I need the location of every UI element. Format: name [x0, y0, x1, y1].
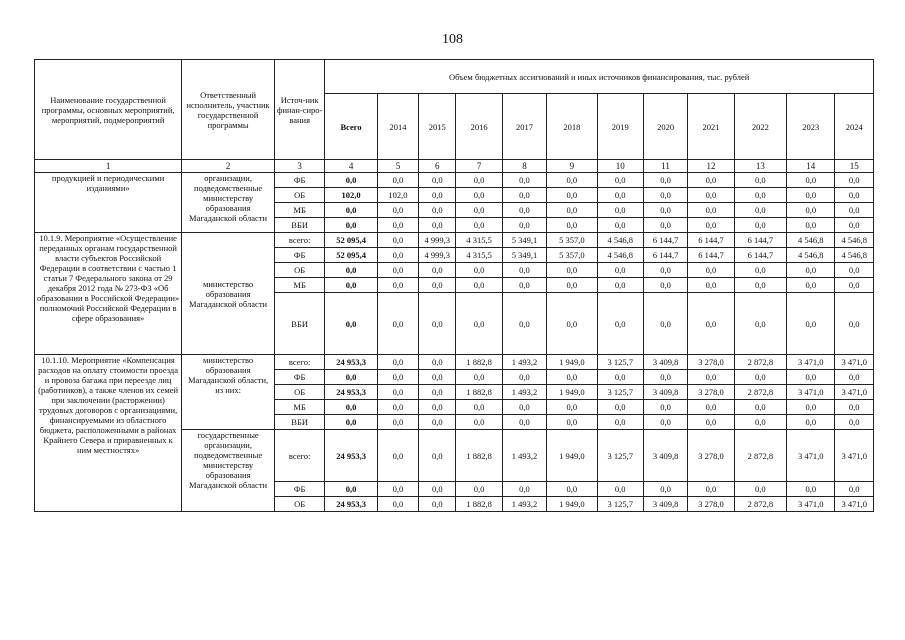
- measure-name: продукцией и периодическими изданиями»: [35, 173, 182, 233]
- value-cell: 0,0: [787, 218, 835, 233]
- value-cell: 6 144,7: [734, 248, 786, 263]
- value-cell: 6 144,7: [688, 248, 734, 263]
- value-cell: 0,0: [597, 293, 643, 355]
- value-cell: 0,0: [688, 203, 734, 218]
- header-year: 2015: [419, 94, 456, 160]
- source-cell: ФБ: [274, 173, 324, 188]
- funding-table: [34, 59, 874, 512]
- value-cell: 0,0: [419, 188, 456, 203]
- header-responsible-col: Ответственный исполнитель, участник государственной программы: [182, 60, 275, 160]
- value-cell: 0,0: [643, 218, 687, 233]
- value-cell: 3 471,0: [835, 430, 874, 482]
- value-cell: 0,0: [377, 355, 418, 370]
- value-cell: 5 349,1: [502, 233, 546, 248]
- source-cell: ВБИ: [274, 293, 324, 355]
- value-cell: 0,0: [377, 497, 418, 512]
- value-cell: 0,0: [377, 233, 418, 248]
- value-cell: 0,0: [643, 400, 687, 415]
- measure-name: 10.1.9. Мероприятие «Осуществление переданных органам государственной власти субъектов Российской Федерации в соответствии с частью 1 статьи 7 Федерального закона от 29 декабря 2012 года № 273-ФЗ «Об образовании в Российской Федерации» полномочий Российской Федерации в сфере образования»: [35, 233, 182, 355]
- total-cell: 52 095,4: [325, 248, 377, 263]
- value-cell: 3 409,8: [643, 430, 687, 482]
- column-number: 7: [456, 160, 502, 173]
- value-cell: 0,0: [502, 400, 546, 415]
- value-cell: 0,0: [597, 173, 643, 188]
- value-cell: 3 409,8: [643, 355, 687, 370]
- header-year: 2023: [787, 94, 835, 160]
- value-cell: 0,0: [835, 263, 874, 278]
- total-cell: 0,0: [325, 278, 377, 293]
- value-cell: 0,0: [734, 400, 786, 415]
- value-cell: 3 471,0: [835, 355, 874, 370]
- value-cell: 0,0: [547, 218, 597, 233]
- value-cell: 0,0: [688, 263, 734, 278]
- value-cell: 0,0: [377, 430, 418, 482]
- column-number: 11: [643, 160, 687, 173]
- value-cell: 0,0: [597, 188, 643, 203]
- total-cell: 0,0: [325, 370, 377, 385]
- value-cell: 6 144,7: [734, 233, 786, 248]
- source-cell: ОБ: [274, 385, 324, 400]
- source-cell: МБ: [274, 203, 324, 218]
- source-cell: ФБ: [274, 482, 324, 497]
- value-cell: 0,0: [419, 173, 456, 188]
- value-cell: 5 357,0: [547, 248, 597, 263]
- value-cell: 4 546,8: [835, 233, 874, 248]
- value-cell: 0,0: [835, 218, 874, 233]
- value-cell: 0,0: [734, 278, 786, 293]
- value-cell: 1 493,2: [502, 497, 546, 512]
- value-cell: 4 315,5: [456, 248, 502, 263]
- value-cell: 0,0: [787, 263, 835, 278]
- value-cell: 0,0: [787, 278, 835, 293]
- value-cell: 0,0: [643, 293, 687, 355]
- value-cell: 0,0: [419, 278, 456, 293]
- header-year: 2017: [502, 94, 546, 160]
- header-total: Всего: [325, 94, 377, 160]
- value-cell: 3 125,7: [597, 355, 643, 370]
- value-cell: 0,0: [835, 400, 874, 415]
- value-cell: 0,0: [547, 415, 597, 430]
- source-cell: МБ: [274, 400, 324, 415]
- value-cell: 0,0: [688, 415, 734, 430]
- header-funding-col: Объем бюджетных ассигнований и иных источников финансирования, тыс. рублей: [325, 60, 874, 94]
- value-cell: 0,0: [419, 293, 456, 355]
- value-cell: 0,0: [734, 218, 786, 233]
- value-cell: 0,0: [456, 203, 502, 218]
- value-cell: 1 882,8: [456, 385, 502, 400]
- value-cell: 2 872,8: [734, 355, 786, 370]
- value-cell: 1 882,8: [456, 355, 502, 370]
- value-cell: 0,0: [597, 218, 643, 233]
- value-cell: 0,0: [377, 218, 418, 233]
- value-cell: 0,0: [547, 173, 597, 188]
- value-cell: 1 949,0: [547, 430, 597, 482]
- value-cell: 0,0: [419, 355, 456, 370]
- column-number: 2: [182, 160, 275, 173]
- value-cell: 3 125,7: [597, 385, 643, 400]
- value-cell: 0,0: [419, 385, 456, 400]
- value-cell: 0,0: [502, 173, 546, 188]
- value-cell: 0,0: [787, 293, 835, 355]
- source-cell: ВБИ: [274, 415, 324, 430]
- value-cell: 0,0: [502, 293, 546, 355]
- value-cell: 2 872,8: [734, 385, 786, 400]
- value-cell: 0,0: [547, 278, 597, 293]
- value-cell: 0,0: [502, 415, 546, 430]
- value-cell: 0,0: [734, 263, 786, 278]
- value-cell: 4 546,8: [597, 248, 643, 263]
- value-cell: 0,0: [419, 497, 456, 512]
- value-cell: 0,0: [734, 188, 786, 203]
- value-cell: 3 409,8: [643, 385, 687, 400]
- value-cell: 0,0: [597, 482, 643, 497]
- header-year: 2016: [456, 94, 502, 160]
- value-cell: 0,0: [597, 263, 643, 278]
- value-cell: 0,0: [502, 203, 546, 218]
- source-cell: ОБ: [274, 497, 324, 512]
- value-cell: 0,0: [377, 293, 418, 355]
- total-cell: 52 095,4: [325, 233, 377, 248]
- value-cell: 4 315,5: [456, 233, 502, 248]
- value-cell: 0,0: [597, 400, 643, 415]
- source-cell: МБ: [274, 278, 324, 293]
- total-cell: 0,0: [325, 203, 377, 218]
- value-cell: 1 882,8: [456, 497, 502, 512]
- value-cell: 0,0: [643, 203, 687, 218]
- column-number: 1: [35, 160, 182, 173]
- value-cell: 0,0: [547, 203, 597, 218]
- total-cell: 24 953,3: [325, 430, 377, 482]
- table-row: [35, 355, 874, 370]
- value-cell: 3 409,8: [643, 497, 687, 512]
- header-year: 2021: [688, 94, 734, 160]
- value-cell: 0,0: [835, 482, 874, 497]
- source-cell: ФБ: [274, 248, 324, 263]
- value-cell: 6 144,7: [643, 248, 687, 263]
- value-cell: 3 471,0: [835, 385, 874, 400]
- value-cell: 2 872,8: [734, 497, 786, 512]
- value-cell: 0,0: [502, 370, 546, 385]
- value-cell: 0,0: [734, 415, 786, 430]
- value-cell: 0,0: [597, 370, 643, 385]
- value-cell: 0,0: [643, 415, 687, 430]
- header-year: 2018: [547, 94, 597, 160]
- value-cell: 3 278,0: [688, 355, 734, 370]
- value-cell: 3 471,0: [835, 497, 874, 512]
- responsible-executor: министерство образования Магаданской области, из них:: [182, 355, 275, 430]
- value-cell: 2 872,8: [734, 430, 786, 482]
- value-cell: 0,0: [419, 263, 456, 278]
- value-cell: 0,0: [787, 482, 835, 497]
- value-cell: 0,0: [787, 370, 835, 385]
- value-cell: 0,0: [787, 203, 835, 218]
- table-row: [35, 173, 874, 188]
- value-cell: 0,0: [502, 263, 546, 278]
- value-cell: 4 546,8: [787, 233, 835, 248]
- value-cell: 0,0: [688, 400, 734, 415]
- column-number: 6: [419, 160, 456, 173]
- table-row: [35, 233, 874, 248]
- value-cell: 1 493,2: [502, 430, 546, 482]
- column-number: 13: [734, 160, 786, 173]
- value-cell: 0,0: [456, 278, 502, 293]
- value-cell: 6 144,7: [643, 233, 687, 248]
- column-number: 15: [835, 160, 874, 173]
- header-year: 2020: [643, 94, 687, 160]
- value-cell: 0,0: [835, 415, 874, 430]
- value-cell: 0,0: [456, 482, 502, 497]
- column-number: 10: [597, 160, 643, 173]
- value-cell: 4 546,8: [787, 248, 835, 263]
- value-cell: 3 278,0: [688, 430, 734, 482]
- value-cell: 0,0: [787, 415, 835, 430]
- value-cell: 0,0: [688, 218, 734, 233]
- value-cell: 0,0: [597, 415, 643, 430]
- total-cell: 0,0: [325, 263, 377, 278]
- value-cell: 0,0: [787, 173, 835, 188]
- responsible-executor: организации, подведомственные министерству образования Магаданской области: [182, 173, 275, 233]
- value-cell: 0,0: [419, 482, 456, 497]
- source-cell: ФБ: [274, 370, 324, 385]
- value-cell: 4 546,8: [597, 233, 643, 248]
- value-cell: 0,0: [835, 188, 874, 203]
- value-cell: 0,0: [377, 173, 418, 188]
- value-cell: 0,0: [547, 482, 597, 497]
- header-source-col: Источ-ник финан-сиро-вания: [274, 60, 324, 160]
- total-cell: 0,0: [325, 173, 377, 188]
- value-cell: 0,0: [456, 173, 502, 188]
- value-cell: 1 493,2: [502, 385, 546, 400]
- value-cell: 3 471,0: [787, 497, 835, 512]
- value-cell: 0,0: [419, 203, 456, 218]
- value-cell: 6 144,7: [688, 233, 734, 248]
- value-cell: 0,0: [787, 188, 835, 203]
- value-cell: 0,0: [547, 188, 597, 203]
- value-cell: 4 999,3: [419, 248, 456, 263]
- value-cell: 0,0: [419, 415, 456, 430]
- value-cell: 4 546,8: [835, 248, 874, 263]
- value-cell: 0,0: [419, 400, 456, 415]
- total-cell: 0,0: [325, 400, 377, 415]
- source-cell: всего:: [274, 233, 324, 248]
- value-cell: 0,0: [419, 218, 456, 233]
- value-cell: 0,0: [688, 173, 734, 188]
- value-cell: 0,0: [377, 400, 418, 415]
- value-cell: 0,0: [688, 482, 734, 497]
- value-cell: 3 471,0: [787, 355, 835, 370]
- value-cell: 1 882,8: [456, 430, 502, 482]
- value-cell: 0,0: [835, 173, 874, 188]
- value-cell: 0,0: [377, 263, 418, 278]
- value-cell: 0,0: [835, 278, 874, 293]
- column-number: 14: [787, 160, 835, 173]
- responsible-executor: государственные организации, подведомственные министерству образования Магаданской области: [182, 430, 275, 512]
- value-cell: 0,0: [734, 482, 786, 497]
- value-cell: 0,0: [419, 370, 456, 385]
- value-cell: 5 349,1: [502, 248, 546, 263]
- value-cell: 0,0: [419, 430, 456, 482]
- column-number: 3: [274, 160, 324, 173]
- value-cell: 0,0: [643, 482, 687, 497]
- total-cell: 24 953,3: [325, 385, 377, 400]
- header-year: 2019: [597, 94, 643, 160]
- total-cell: 0,0: [325, 218, 377, 233]
- value-cell: 3 125,7: [597, 430, 643, 482]
- value-cell: 0,0: [547, 293, 597, 355]
- total-cell: 102,0: [325, 188, 377, 203]
- value-cell: 3 471,0: [787, 385, 835, 400]
- column-number: 4: [325, 160, 377, 173]
- value-cell: 0,0: [502, 482, 546, 497]
- value-cell: 0,0: [456, 188, 502, 203]
- value-cell: 0,0: [734, 293, 786, 355]
- header-name-col: Наименование государственной программы, основных мероприятий, мероприятий, подмероприятий: [35, 60, 182, 160]
- value-cell: 0,0: [734, 203, 786, 218]
- value-cell: 0,0: [377, 415, 418, 430]
- value-cell: 0,0: [377, 370, 418, 385]
- source-cell: ОБ: [274, 188, 324, 203]
- value-cell: 0,0: [377, 203, 418, 218]
- column-number: 5: [377, 160, 418, 173]
- value-cell: 0,0: [835, 293, 874, 355]
- value-cell: 0,0: [688, 188, 734, 203]
- value-cell: 0,0: [456, 415, 502, 430]
- total-cell: 0,0: [325, 415, 377, 430]
- value-cell: 3 278,0: [688, 385, 734, 400]
- value-cell: 1 949,0: [547, 355, 597, 370]
- header-year: 2014: [377, 94, 418, 160]
- value-cell: 0,0: [502, 218, 546, 233]
- value-cell: 0,0: [787, 400, 835, 415]
- responsible-executor: министерство образования Магаданской области: [182, 233, 275, 355]
- value-cell: 0,0: [688, 278, 734, 293]
- value-cell: 0,0: [688, 370, 734, 385]
- value-cell: 3 278,0: [688, 497, 734, 512]
- value-cell: 0,0: [688, 293, 734, 355]
- value-cell: 0,0: [377, 248, 418, 263]
- header-year: 2024: [835, 94, 874, 160]
- total-cell: 24 953,3: [325, 497, 377, 512]
- value-cell: 0,0: [377, 278, 418, 293]
- column-number: 8: [502, 160, 546, 173]
- value-cell: 0,0: [547, 263, 597, 278]
- value-cell: 0,0: [502, 188, 546, 203]
- measure-name: 10.1.10. Мероприятие «Компенсация расходов на оплату стоимости проезда и провоза багажа при переезде лиц (работников), а также членов их семей при заключении (расторжении) трудовых договоров с организациями, финансируемыми из областного бюджета, расположенными в районах Крайнего Севера и приравненных к ним местностях»: [35, 355, 182, 512]
- source-cell: всего:: [274, 355, 324, 370]
- value-cell: 0,0: [502, 278, 546, 293]
- value-cell: 102,0: [377, 188, 418, 203]
- total-cell: 0,0: [325, 482, 377, 497]
- value-cell: 0,0: [377, 482, 418, 497]
- value-cell: 0,0: [456, 293, 502, 355]
- value-cell: 0,0: [377, 385, 418, 400]
- page-number: 108: [442, 32, 463, 47]
- value-cell: 0,0: [456, 218, 502, 233]
- value-cell: 0,0: [643, 263, 687, 278]
- value-cell: 1 493,2: [502, 355, 546, 370]
- value-cell: 4 999,3: [419, 233, 456, 248]
- value-cell: 3 471,0: [787, 430, 835, 482]
- total-cell: 24 953,3: [325, 355, 377, 370]
- value-cell: 0,0: [643, 173, 687, 188]
- header-year: 2022: [734, 94, 786, 160]
- value-cell: 0,0: [643, 370, 687, 385]
- value-cell: 0,0: [456, 263, 502, 278]
- column-number: 9: [547, 160, 597, 173]
- value-cell: 0,0: [734, 173, 786, 188]
- value-cell: 0,0: [734, 370, 786, 385]
- value-cell: 0,0: [547, 400, 597, 415]
- value-cell: 0,0: [456, 400, 502, 415]
- value-cell: 0,0: [835, 203, 874, 218]
- value-cell: 3 125,7: [597, 497, 643, 512]
- source-cell: ВБИ: [274, 218, 324, 233]
- value-cell: 1 949,0: [547, 497, 597, 512]
- source-cell: ОБ: [274, 263, 324, 278]
- column-number: 12: [688, 160, 734, 173]
- value-cell: 0,0: [547, 370, 597, 385]
- value-cell: 1 949,0: [547, 385, 597, 400]
- value-cell: 0,0: [643, 188, 687, 203]
- value-cell: 5 357,0: [547, 233, 597, 248]
- value-cell: 0,0: [835, 370, 874, 385]
- value-cell: 0,0: [597, 203, 643, 218]
- source-cell: всего:: [274, 430, 324, 482]
- value-cell: 0,0: [456, 370, 502, 385]
- value-cell: 0,0: [643, 278, 687, 293]
- value-cell: 0,0: [597, 278, 643, 293]
- total-cell: 0,0: [325, 293, 377, 355]
